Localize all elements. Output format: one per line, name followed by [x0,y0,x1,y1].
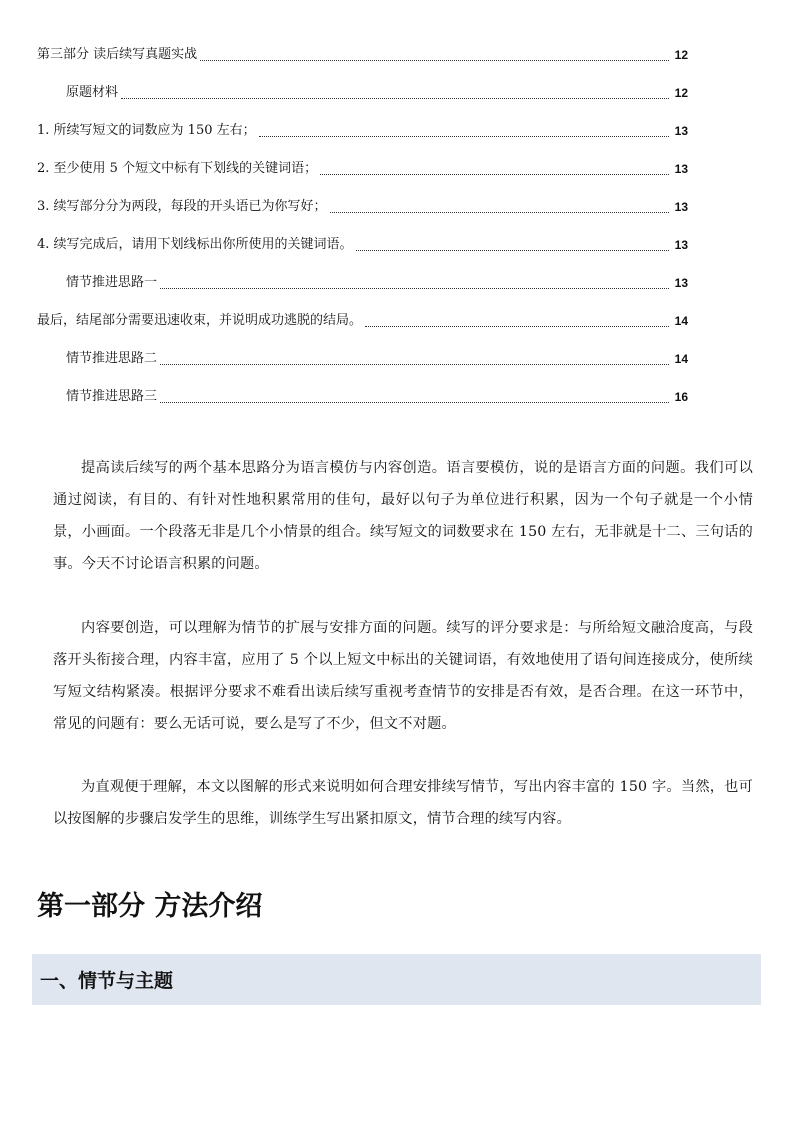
toc-entry-title: 原题材料 [66,85,119,100]
toc-entry-title: 情节推进思路三 [66,389,158,404]
toc-entry[interactable] [37,112,688,150]
toc-entry-title: 情节推进思路二 [66,351,158,366]
toc-page-number: 13 [674,162,688,176]
toc-leader-dots [356,241,669,251]
body-paragraph: 为直观便于理解，本文以图解的形式来说明如何合理安排续写情节，写出内容丰富的 150 字。当然，也可以按图解的步骤启发学生的思维，训练学生写出紧扣原文，情节合理的续写内容。 [53,779,753,827]
toc-entry[interactable] [37,74,688,112]
toc-leader-dots [320,165,669,175]
section-heading: 第一部分 方法介绍 [37,891,263,922]
toc-entry[interactable] [37,264,688,302]
table-of-contents [37,36,688,416]
toc-leader-dots [160,279,669,289]
toc-leader-dots [160,393,669,403]
toc-entry-title: 第三部分 读后续写真题实战 [37,47,198,62]
toc-leader-dots [365,317,669,327]
toc-entry[interactable] [37,188,688,226]
toc-leader-dots [160,355,669,365]
toc-page-number: 12 [674,48,688,62]
toc-entry-title: 最后，结尾部分需要迅速收束，并说明成功逃脱的结局。 [37,313,363,328]
toc-entry-title: 情节推进思路一 [66,275,158,290]
toc-page-number: 16 [674,390,688,404]
toc-entry-title: 1. 所续写短文的词数应为 150 左右； [37,123,256,138]
body-paragraph: 提高读后续写的两个基本思路分为语言模仿与内容创造。语言要模仿，说的是语言方面的问题。我们可以通过阅读，有目的、有针对性地积累常用的佳句，最好以句子为单位进行积累，因为一个句子就是一个小情景，小画面。一个段落无非是几个小情景的组合。续写短文的词数要求在 150 左右，无非就是十二、三句话的事。今天不讨论语言积累的问题。 [53,460,753,572]
toc-leader-dots [259,127,669,137]
toc-entry[interactable] [37,340,688,378]
toc-leader-dots [200,51,669,61]
toc-page-number: 12 [674,86,688,100]
subsection-heading-bar [32,954,761,1005]
toc-page-number: 13 [674,124,688,138]
body-paragraph: 内容要创造，可以理解为情节的扩展与安排方面的问题。续写的评分要求是：与所给短文融洽度高，与段落开头衔接合理，内容丰富，应用了 5 个以上短文中标出的关键词语，有效地使用了语句间连接成分，使所续写短文结构紧凑。根据评分要求不难看出读后续写重视考查情节的安排是否有效，是否合理。在这一环节中，常见的问题有：要么无话可说，要么是写了不少，但文不对题。 [53,620,753,732]
toc-leader-dots [121,89,669,99]
toc-entry[interactable] [37,226,688,264]
toc-entry-title: 3. 续写部分分为两段，每段的开头语已为你写好； [37,199,327,214]
toc-entry[interactable] [37,36,688,74]
toc-page-number: 13 [674,276,688,290]
toc-page-number: 14 [674,314,688,328]
toc-entry-title: 2. 至少使用 5 个短文中标有下划线的关键词语； [37,161,318,176]
toc-page-number: 13 [674,238,688,252]
toc-page-number: 13 [674,200,688,214]
toc-page-number: 14 [674,352,688,366]
subsection-heading: 一、情节与主题 [40,970,174,992]
toc-entry[interactable] [37,302,688,340]
toc-entry[interactable] [37,378,688,416]
toc-entry-title: 4. 续写完成后，请用下划线标出你所使用的关键词语。 [37,237,353,252]
toc-entry[interactable] [37,150,688,188]
toc-leader-dots [330,203,669,213]
